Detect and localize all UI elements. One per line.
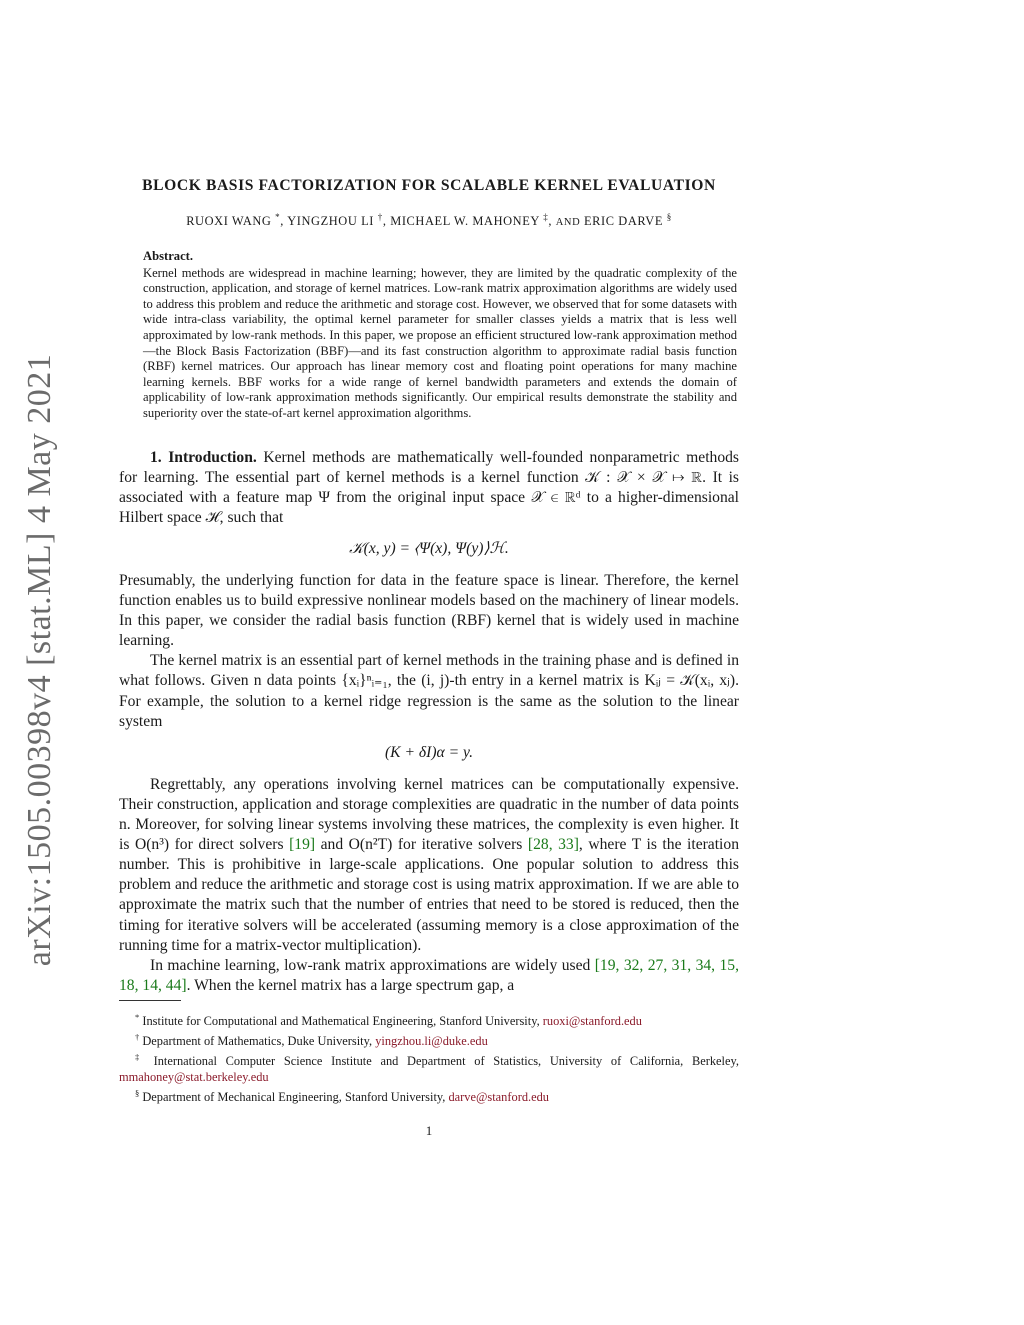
- section-heading: 1. Introduction.: [150, 448, 257, 466]
- equation: 𝒦(x, y) = ⟨Ψ(x), Ψ(y)⟩ℋ.: [349, 539, 509, 557]
- citation-link[interactable]: [28, 33]: [527, 836, 579, 854]
- arxiv-id: arXiv:1505.00398v4 [stat.ML] 4 May 2021: [21, 353, 58, 967]
- paragraph: [119, 448, 739, 528]
- footnote: [119, 1049, 739, 1085]
- author-list: RUOXI WANG *, YINGZHOU LI †, MICHAEL W. MAHONEY ‡, AND ERIC DARVE §: [186, 212, 672, 228]
- paragraph-text: . When the kernel matrix has a large spectrum gap, a: [186, 976, 515, 994]
- email-link[interactable]: ruoxi@stanford.edu: [542, 1013, 642, 1028]
- citation-link[interactable]: [19]: [289, 836, 316, 854]
- page-number: 1: [425, 1122, 433, 1138]
- paragraph-text: and O(n²T) for iterative solvers: [315, 836, 528, 854]
- author-name: MICHAEL W. MAHONEY: [390, 214, 540, 228]
- footnote: [119, 1085, 739, 1105]
- author-mark: †: [377, 212, 383, 222]
- paragraph-text: Regrettably, any operations involving kernel matrices can be computationally expensive. Their construction, application and storage complexities are quadratic in the number of data points n. Moreover, for solving linear systems involving these matrices, the complexity is even higher. It is O(n³) for direct solvers: [119, 775, 739, 854]
- author-name: YINGZHOU LI: [287, 214, 374, 228]
- footnotes: [119, 1009, 739, 1105]
- equation: (K + δI)α = y.: [384, 743, 473, 761]
- author-mark: ‡: [543, 212, 549, 222]
- footnote-mark: *: [135, 1011, 140, 1022]
- footnote-mark: †: [135, 1031, 140, 1042]
- email-link[interactable]: darve@stanford.edu: [448, 1089, 550, 1104]
- paragraph-text: , where T is the iteration number. This is prohibitive in large-scale applications. One popular solution to address this problem and reduce the arithmetic and storage cost is using matrix approximation. If we are able to approximate the matrix such that the number of entries that need to be stored is reduced, then the timing for iterative solvers will be accelerated (assuming memory is a close approximation of the running time for a matrix-vector multiplication).: [119, 836, 739, 954]
- paragraph-text: In machine learning, low-rank matrix approximations are widely used: [150, 956, 595, 974]
- footnote-text: Department of Mechanical Engineering, Stanford University,: [142, 1089, 449, 1104]
- abstract-label: Abstract.: [143, 249, 194, 263]
- paragraph-text: Kernel methods are mathematically well-founded nonparametric methods for learning. The essential part of kernel methods is a kernel function 𝒦 : 𝒳 × 𝒳 ↦ ℝ. It is associated with a feature map Ψ from the original input space 𝒳 ∈ ℝᵈ to a higher-dimensional Hilbert space ℋ, such that: [119, 448, 739, 526]
- arxiv-stamp: [0, 0, 80, 1325]
- author-conjunction: AND: [555, 217, 581, 228]
- footnote-text: Department of Mathematics, Duke University,: [142, 1033, 376, 1048]
- footnote-mark: ‡: [135, 1051, 145, 1062]
- paragraph: The kernel matrix is an essential part of kernel methods in the training phase and is defined in what follows. Given n data points {xᵢ}ⁿᵢ₌₁, the (i, j)-th entry in a kernel matrix is Kᵢⱼ = 𝒦(xᵢ, xⱼ). For example, the solution to a kernel ridge regression is the same as the solution to the linear system: [119, 652, 739, 730]
- paragraph: Presumably, the underlying function for data in the feature space is linear. Therefore, the kernel function enables us to build expressive nonlinear models based on the machinery of linear models. In this paper, we consider the radial basis function (RBF) kernel that is widely used in machine learning.: [119, 572, 739, 650]
- footnote-divider: [119, 1000, 181, 1001]
- paper-title: BLOCK BASIS FACTORIZATION FOR SCALABLE KERNEL EVALUATION: [142, 177, 716, 194]
- abstract: [119, 249, 739, 422]
- footnote-text: International Computer Science Institute and Department of Statistics, University of California, Berkeley,: [153, 1053, 739, 1068]
- author-name: ERIC DARVE: [583, 214, 663, 228]
- citation-link[interactable]: [19, 32, 27, 31, 34, 15, 18, 14, 44]: [119, 956, 740, 994]
- footnote: [119, 1029, 739, 1049]
- email-link[interactable]: mmahoney@stat.berkeley.edu: [119, 1069, 269, 1084]
- footnote: [119, 1009, 739, 1029]
- author-mark: *: [275, 212, 281, 222]
- author-name: RUOXI WANG: [186, 214, 272, 228]
- footnote-text: Institute for Computational and Mathematical Engineering, Stanford University,: [142, 1013, 543, 1028]
- email-link[interactable]: yingzhou.li@duke.edu: [375, 1033, 488, 1048]
- paragraph: [119, 956, 739, 996]
- footnote-mark: §: [135, 1087, 140, 1098]
- section-introduction: [119, 448, 739, 996]
- paper-page: [119, 176, 739, 1139]
- paragraph: [119, 775, 739, 956]
- author-mark: §: [666, 212, 672, 222]
- abstract-text: Kernel methods are widespread in machine learning; however, they are limited by the quadratic complexity of the construction, application, and storage of kernel matrices. Low-rank matrix approximation algorithms are widely used to address this problem and reduce the arithmetic and storage cost. However, we observed that for some datasets with wide intra-class variability, the optimal kernel parameter for smaller classes yields a matrix that is less well approximated by low-rank methods. In this paper, we propose an efficient structured low-rank approximation method—the Block Basis Factorization (BBF)—and its fast construction algorithm to approximate radial basis function (RBF) kernel matrices. Our approach has linear memory cost and floating point operations for many machine learning kernels. BBF works for a wide range of kernel bandwidth parameters and extends the domain of applicability of low-rank approximation methods significantly. Our empirical results demonstrate the stability and superiority over the state-of-art kernel approximation algorithms.: [143, 265, 737, 420]
